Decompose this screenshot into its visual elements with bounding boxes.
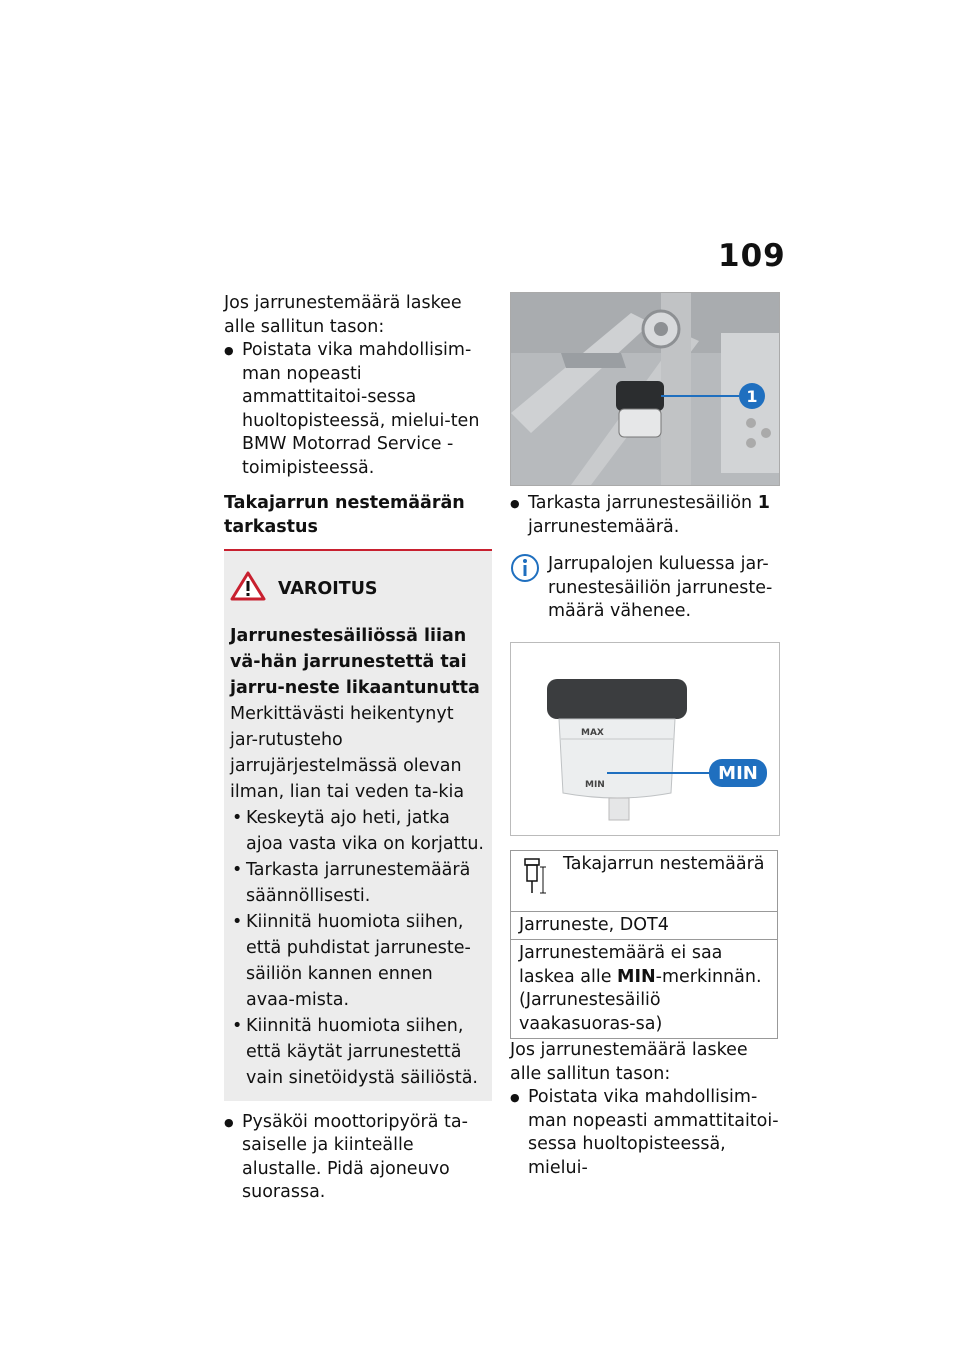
check-bullet: ● Tarkasta jarrunestesäiliön 1 jarrunestemäärä.: [510, 492, 780, 539]
warning-item: • Kiinnitä huomiota siihen, että puhdistat jarruneste-säiliön kannen ennen avaa-mista.: [230, 909, 486, 1013]
spec-min-label: MIN: [617, 966, 656, 987]
warning-item: • Kiinnitä huomiota siihen, että käytät jarrunestettä vain sinetöidystä säiliöstä.: [230, 1013, 486, 1091]
info-icon: [510, 553, 540, 624]
min-mark: MIN: [585, 779, 605, 790]
warning-header: [230, 571, 486, 609]
warning-body: Merkittävästi heikentynyt jar-rutusteho jarrujärjestelmässä olevan ilman, lian tai veden ta-kia: [230, 703, 465, 802]
max-mark: MAX: [581, 727, 604, 738]
spec-fluid: Jarruneste, DOT4: [511, 911, 778, 940]
warning-item: • Keskeytä ajo heti, jatka ajoa vasta vika on korjattu.: [230, 805, 486, 857]
min-badge: MIN: [718, 762, 758, 784]
brake-reservoir-photo: [510, 292, 780, 486]
spec-requirement: Jarrunestemäärä ei saa laskea alle MIN-merkinnän. (Jarrunestesäiliö vaakasuoras-sa): [511, 940, 778, 1039]
photo-callout-1: 1: [746, 387, 758, 406]
section-heading: [224, 492, 492, 539]
warning-triangle-icon: [230, 571, 266, 609]
outro-bullet: ● Poistata vika mahdollisim-man nopeasti ammattitaitoi-sessa huoltopisteessä, mielui-: [510, 1086, 780, 1180]
warning-title: Jarrunestesäiliössä liian vä-hän jarrunestettä tai jarru-neste likaantunutta: [230, 625, 480, 698]
intro-bullet: ● Poistata vika mahdollisim-man nopeasti ammattitaitoi-sessa huoltopisteessä, mielui-ten BMW Motorrad Service -toimipisteessä.: [224, 339, 492, 480]
info-note: [510, 553, 780, 624]
check-bullet-list: [510, 492, 780, 539]
right-column: [510, 292, 780, 1180]
intro-bullet-list: [224, 339, 492, 480]
spec-table: [510, 850, 778, 1040]
spec-title: Takajarrun nestemäärä: [563, 853, 765, 874]
outro-text: Jos jarrunestemäärä laskee alle sallitun tason:: [510, 1040, 748, 1084]
warning-item: • Tarkasta jarrunestemäärä säännöllisesti.: [230, 857, 486, 909]
section-heading-line2: tarkastus: [224, 516, 318, 537]
info-text: Jarrupalojen kuluessa jar-runestesäiliön jarruneste-määrä vähenee.: [548, 554, 773, 621]
reservoir-level-diagram: [510, 642, 780, 836]
spec-header: [511, 850, 778, 911]
final-bullet-list: [224, 1111, 492, 1205]
section-heading-line1: Takajarrun nestemäärän: [224, 493, 465, 513]
warning-label: VAROITUS: [278, 579, 378, 599]
fluid-level-icon: [519, 853, 549, 907]
warning-list: [230, 805, 486, 1091]
left-column: [224, 292, 492, 1205]
final-bullet: ● Pysäköi moottoripyörä ta-saiselle ja kiinteälle alustalle. Pidä ajoneuvo suorassa.: [224, 1111, 492, 1205]
check-callout-ref: 1: [757, 493, 770, 513]
warning-box: [224, 551, 492, 1101]
outro-bullet-list: [510, 1086, 780, 1180]
intro-text: Jos jarrunestemäärä laskee alle sallitun tason:: [224, 293, 462, 337]
page-number: 109: [718, 238, 786, 274]
